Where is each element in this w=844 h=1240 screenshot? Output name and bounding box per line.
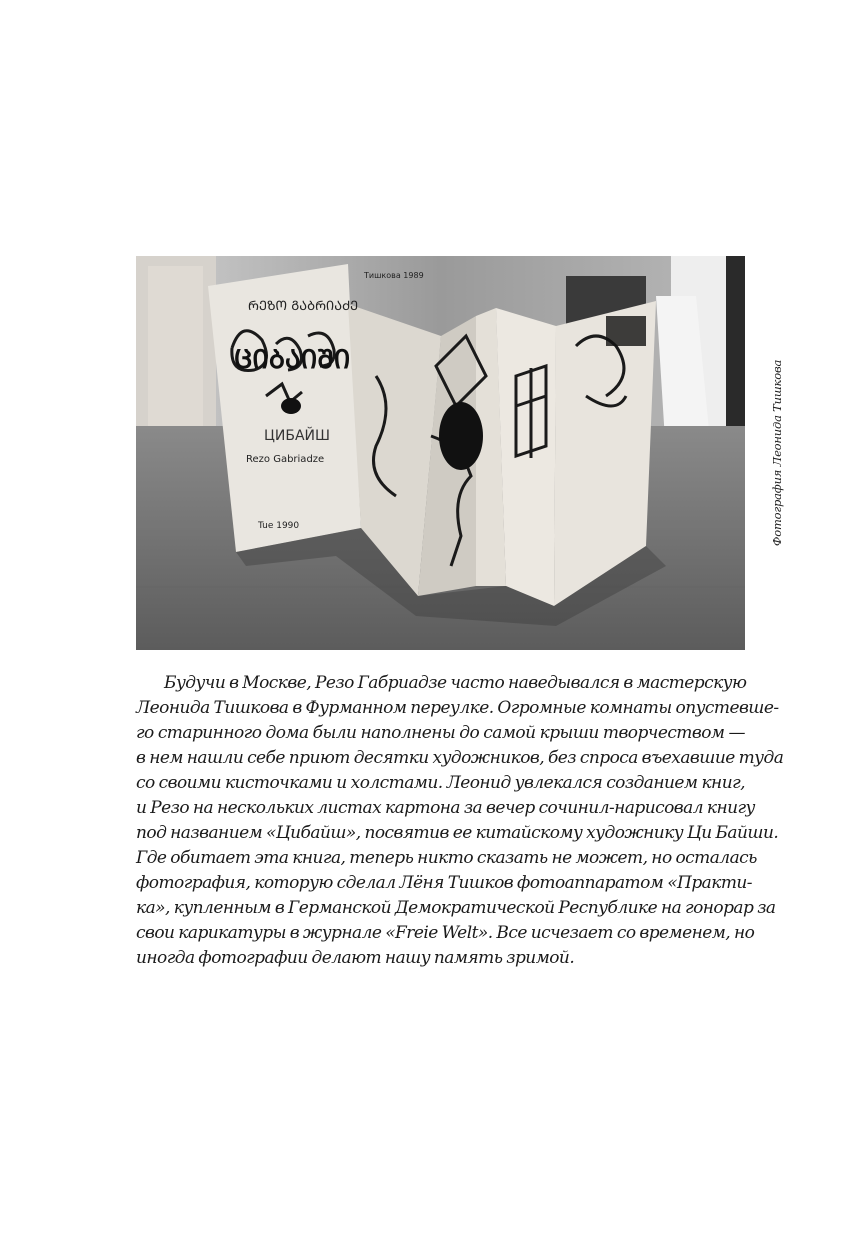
photo-image: [136, 256, 745, 650]
paragraph-line: со своими кисточками и холстами. Леонид увлекался созданием книг,: [136, 773, 745, 793]
paragraph-line: Где обитает эта книга, теперь никто сказать не может, но осталась: [136, 848, 757, 868]
photo-folding-book: [136, 256, 745, 650]
paragraph-line: го старинного дома были наполнены до самой крыши творчеством —: [136, 723, 745, 743]
paragraph-line: Леонида Тишкова в Фурманном переулке. Огромные комнаты опустевше-: [136, 698, 779, 718]
photo-credit: [770, 256, 790, 650]
back-scrawl: Тишкова 1989: [364, 271, 424, 280]
paragraph-line: свои карикатуры в журнале «Freie Welt». Все исчезает со временем, но: [136, 923, 755, 943]
paragraph-line: ка», купленным в Германской Демократической Республике на гонорар за: [136, 898, 776, 918]
paragraph-line: в нем нашли себе приют десятки художников, без спроса въехавшие туда: [136, 748, 784, 768]
cover-bottom: Tue 1990: [258, 521, 300, 531]
paragraph-line: Будучи в Москве, Резо Габриадзе часто наведывался в мастерскую: [164, 673, 747, 693]
cover-latin: Rezo Gabriadze: [246, 454, 325, 465]
paragraph-line: иногда фотографии делают нашу память зримой.: [136, 948, 575, 968]
cover-ru: ЦИБАЙШ: [264, 428, 330, 444]
cover-script-title: ᲪᲘᲑᲐᲘᲨᲘ: [234, 345, 351, 375]
cover-script-top: ᲠᲔᲖᲝ ᲒᲐᲑᲠᲘᲐᲫᲔ: [248, 299, 359, 314]
paragraph-line: фотография, которую сделал Лёня Тишков фотоаппаратом «Практи-: [136, 873, 752, 893]
body-paragraph: [136, 671, 784, 971]
paragraph-line: под названием «Цибайш», посвятив ее китайскому художнику Ци Байши.: [136, 823, 779, 843]
photo-credit-text: Фотография Леонида Тишкова: [770, 359, 784, 547]
paragraph-line: и Резо на нескольких листах картона за вечер сочинил-нарисовал книгу: [136, 798, 755, 818]
